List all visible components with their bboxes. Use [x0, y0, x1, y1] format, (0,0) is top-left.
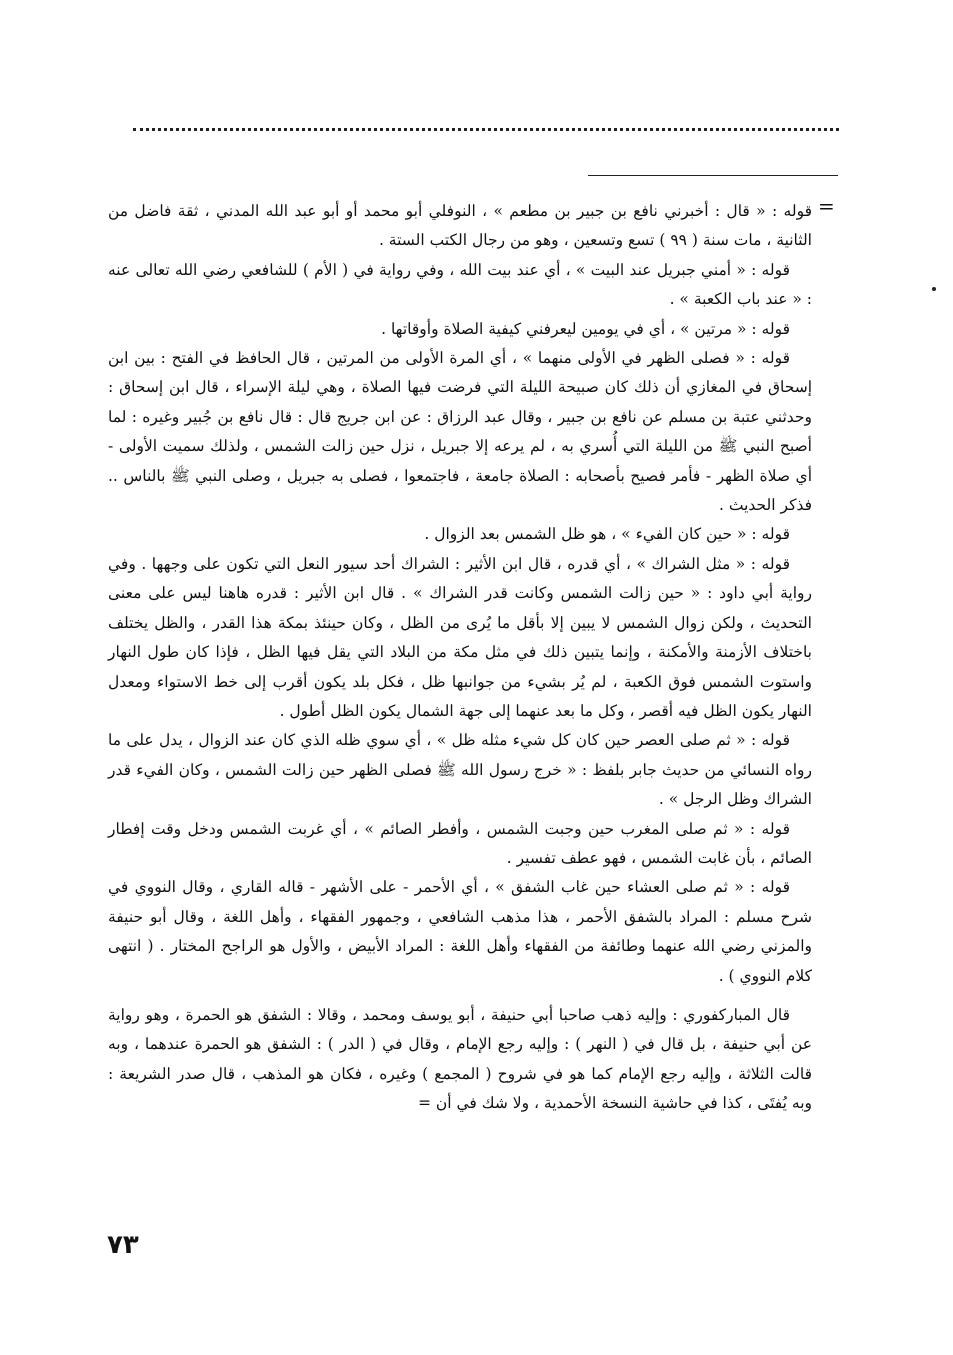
- paragraph: قوله : « مثل الشراك » ، أي قدره ، قال ابن الأثير : الشراك أحد سيور النعل التي تكون على وجهها . وفي رواية أبي داود : « حين زالت الشمس وكانت قدر الشراك » . قال ابن الأثير : قدره هاهنا ليس على معنى التحديث ، ولكن زوال الشمس لا يبين إلا بأقل ما يُرى من الظل ، وكان حينئذ بمكة هذا القدر ، والظل يختلف باختلاف الأزمنة والأمكنة ، وإنما يتبين ذلك في مثل مكة من البلاد التي يقل فيها الظل ، فإذا كان طول النهار واستوت الشمس فوق الكعبة ، لم يُر بشيء من جوانبها ظل ، فكل بلد يكون أقرب إلى خط الاستواء ومعدل النهار يكون الظل فيه أقصر ، وكل ما بعد عنهما إلى جهة الشمال يكون الظل أطول .: [108, 554, 812, 720]
- continuation-mark: =: [818, 194, 835, 218]
- footnote-rule: [588, 175, 838, 176]
- paragraph: قوله : « قال : أخبرني نافع بن جبير بن مطعم » ، النوفلي أبو محمد أو أبو عبد الله المدني ، ثقة فاضل من الثانية ، مات سنة ( ٩٩ ) تسع وتسعين ، وهو من رجال الكتب الستة .: [108, 202, 812, 250]
- paragraph: قوله : « ثم صلى العشاء حين غاب الشفق » ، أي الأحمر - على الأشهر - قاله القاري ، وقال النووي في شرح مسلم : المراد بالشفق الأحمر ، هذا مذهب الشافعي ، وجمهور الفقهاء ، وأهل اللغة ، وقال أبو حنيفة والمزني رضي الله عنهما وطائفة من الفقهاء وأهل اللغة : المراد الأبيض ، والأول هو الراجح المختار . ( انتهى كلام النووي ) .: [108, 878, 812, 985]
- commentary-text: [108, 197, 812, 1119]
- paragraph: قوله : « ثم صلى العصر حين كان كل شيء مثله ظل » ، أي سوي ظله الذي كان عند الزوال ، يدل على ما رواه النسائي من حديث جابر بلفظ : « خرج رسول الله ﷺ فصلى الظهر حين زالت الشمس ، وكان الفيء قدر الشراك وظل الرجل » .: [108, 731, 812, 809]
- paragraph: قوله : « أمني جبريل عند البيت » ، أي عند بيت الله ، وفي رواية في ( الأم ) للشافعي رضي الله تعالى عنه : « عند باب الكعبة » .: [108, 260, 812, 309]
- page-number: ٧٣: [107, 1230, 139, 1260]
- paragraph: قال المباركفوري : وإليه ذهب صاحبا أبي حنيفة ، أبو يوسف ومحمد ، وقالا : الشفق هو الحمرة ، وهو رواية عن أبي حنيفة ، بل قال في ( النهر ) : وإليه رجع الإمام ، وقال في ( الدر ) : الشفق هو الحمرة عندهما ، وبه قالت الثلاثة ، وإليه رجع الإمام كما هو في شروح ( المجمع ) وغيره ، فكان هو المذهب ، قال صدر الشريعة : وبه يُفتَى ، كذا في حاشية النسخة الأحمدية ، ولا شك في أن =: [108, 1005, 812, 1113]
- dotted-separator: [133, 128, 839, 131]
- paragraph: قوله : « حين كان الفيء » ، هو ظل الشمس بعد الزوال .: [424, 525, 790, 544]
- margin-dot: [932, 287, 936, 291]
- paragraph: قوله : « فصلى الظهر في الأولى منهما » ، أي المرة الأولى من المرتين ، قال الحافظ في الفتح : بين ابن إسحاق في المغازي أن ذلك كان صبيحة الليلة التي فرضت فيها الصلاة ، وهي ليلة الإسراء ، قال ابن إسحاق : وحدثني عتبة بن مسلم عن نافع بن جبير ، وقال عبد الرزاق : عن ابن جريج قال : قال نافع بن جُبير وغيره : لما أصبح النبي ﷺ من الليلة التي أُسري به ، لم يرعه إلا جبريل ، نزل حين زالت الشمس ، ولذلك سميت الأولى - أي صلاة الظهر - فأمر فصيح بأصحابه : الصلاة جامعة ، فاجتمعوا ، فصلى به جبريل ، وصلى النبي ﷺ بالناس .. فذكر الحديث .: [108, 349, 812, 515]
- paragraph: قوله : « مرتين » ، أي في يومين ليعرفني كيفية الصلاة وأوقاتها .: [381, 319, 790, 338]
- paragraph: قوله : « ثم صلى المغرب حين وجبت الشمس ، وأفطر الصائم » ، أي غربت الشمس ودخل وقت إفطار الصائم ، بأن غابت الشمس ، فهو عطف تفسير .: [108, 819, 812, 867]
